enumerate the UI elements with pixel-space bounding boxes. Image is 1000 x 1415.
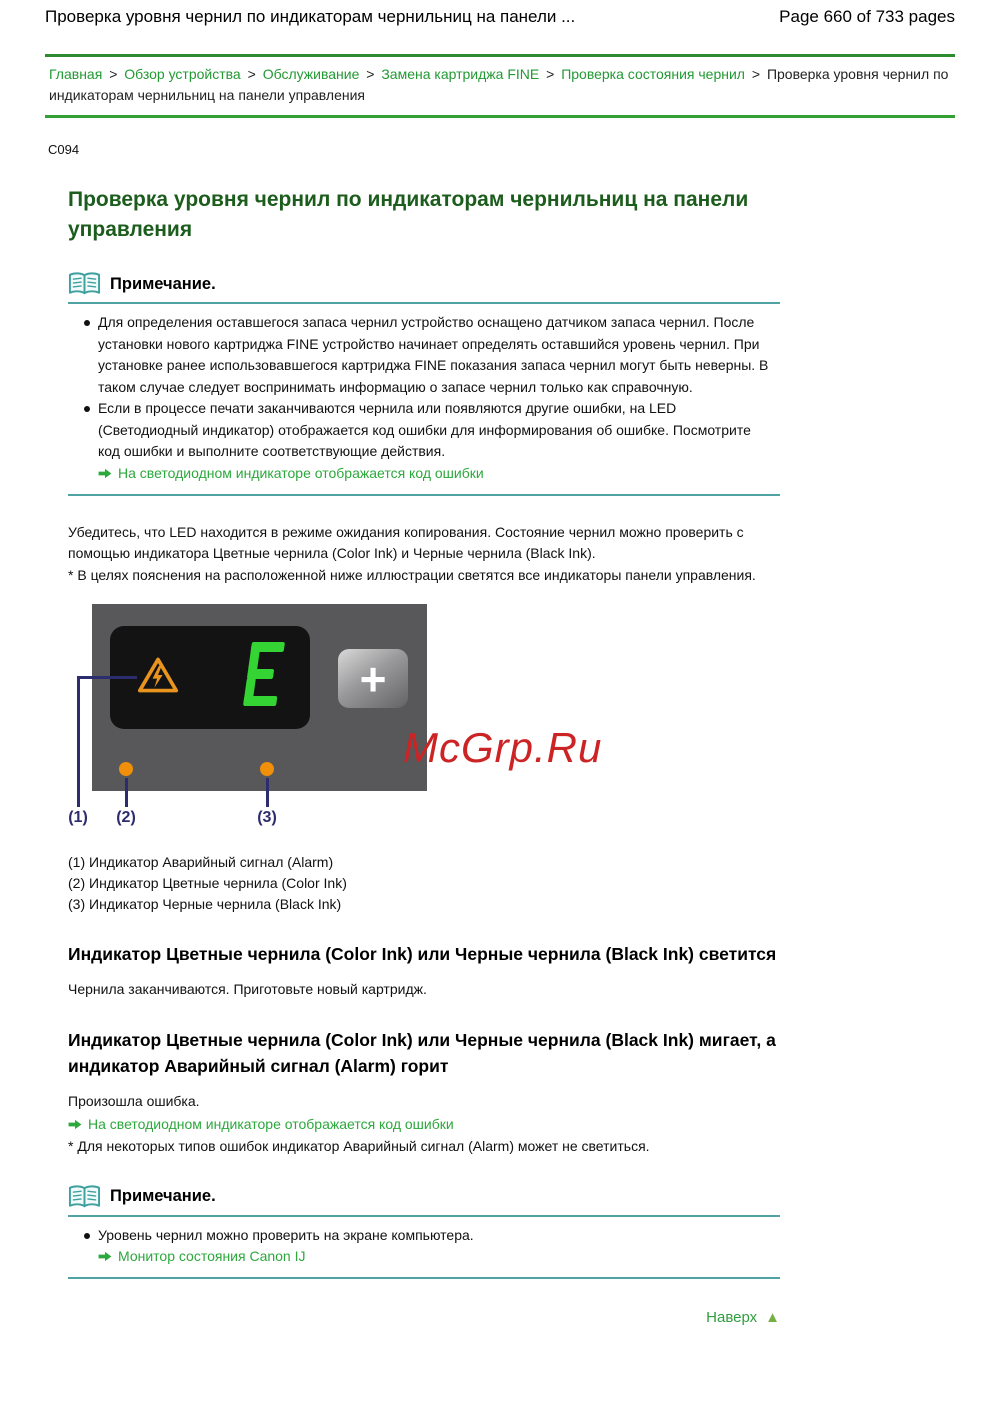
page-header: [0, 0, 1000, 27]
watermark: McGrp.Ru: [403, 724, 603, 771]
breadcrumb-separator: >: [247, 66, 256, 82]
callout-label-2: (2): [116, 809, 136, 826]
breadcrumb-current: Проверка уровня чернил по индикаторам чернильниц на панели управления: [49, 66, 949, 103]
note-header: [68, 271, 780, 304]
breadcrumb-separator: >: [751, 66, 761, 82]
error-code-link-label: На светодиодном индикаторе отображается код ошибки: [118, 464, 484, 481]
breadcrumb-separator: >: [546, 66, 555, 82]
error-code-link[interactable]: [98, 463, 780, 484]
intro-line-1: Убедитесь, что LED находится в режиме ожидания копирования. Состояние чернил можно проверить с помощью индикатора Цветные чернила (Color Ink) и Черные чернила (Black Ink).: [68, 523, 744, 561]
note-body: [68, 304, 780, 496]
error-code-link-2[interactable]: [68, 1114, 1000, 1135]
section-title-lamp-lit: Индикатор Цветные чернила (Color Ink) или Черные чернила (Black Ink) светится: [68, 944, 777, 964]
plus-button: [338, 649, 408, 708]
page-title: Проверка уровня чернил по индикаторам чернильниц на панели управления: [68, 188, 749, 241]
breadcrumb-separator: >: [109, 66, 118, 82]
callout-label-1: (1): [68, 809, 88, 826]
black-ink-lamp: [260, 762, 274, 776]
header-title: Проверка уровня чернил по индикаторам чернильниц на панели ...: [45, 7, 576, 26]
breadcrumb-link-maintenance[interactable]: Обслуживание: [262, 66, 360, 82]
plus-button-label: +: [359, 652, 387, 705]
right-arrow-icon: [98, 1251, 112, 1262]
note-title: Примечание.: [110, 1187, 216, 1205]
operation-panel-illustration: [68, 602, 728, 838]
note-title: Примечание.: [110, 274, 216, 293]
breadcrumb-link-ink-status[interactable]: Проверка состояния чернил: [561, 66, 745, 82]
back-to-top-label: Наверх: [706, 1309, 758, 1326]
error-code-link-2-label: На светодиодном индикаторе отображается код ошибки: [88, 1116, 454, 1132]
up-triangle-icon: ▲: [765, 1309, 780, 1326]
callout-legend: [68, 852, 1000, 915]
breadcrumb: [45, 54, 955, 118]
note-body: [68, 1217, 780, 1280]
legend-item-alarm: (1) Индикатор Аварийный сигнал (Alarm): [68, 854, 334, 870]
section-body-lamp-lit: Чернила заканчиваются. Приготовьте новый картридж.: [68, 981, 427, 997]
note-box-2: [68, 1184, 780, 1280]
alarm-lamp-icon: [137, 655, 179, 695]
callout-label-3: (3): [257, 809, 277, 826]
back-to-top-link[interactable]: [68, 1309, 780, 1326]
note-bullet: Если в процессе печати заканчиваются чернила или появляются другие ошибки, на LED (Светодиодный индикатор) отображается код ошибки для информирования об ошибке. Посмотрите код ошибки и выполните соответствующие действия.: [68, 398, 776, 463]
intro-paragraph: [68, 522, 782, 587]
callout-line-3: [266, 778, 269, 807]
led-display: [110, 626, 310, 729]
note-box-1: [68, 271, 780, 496]
legend-item-black-ink: (3) Индикатор Черные чернила (Black Ink): [68, 896, 342, 912]
status-monitor-link-label: Монитор состояния Canon IJ: [118, 1248, 306, 1264]
seven-segment-e: [234, 641, 290, 707]
breadcrumb-link-device-overview[interactable]: Обзор устройства: [124, 66, 241, 82]
breadcrumb-link-fine-cartridge[interactable]: Замена картриджа FINE: [381, 66, 540, 82]
section-body-lamp-flashes: Произошла ошибка.: [68, 1092, 200, 1109]
section-title-lamp-flashes: Индикатор Цветные чернила (Color Ink) или Черные чернила (Black Ink) мигает, а индикатор Аварийный сигнал (Alarm) горит: [68, 1029, 776, 1076]
color-ink-lamp: [119, 762, 133, 776]
right-arrow-icon: [68, 1119, 82, 1130]
note-bullet: Уровень чернил можно проверить на экране компьютера.: [68, 1225, 776, 1247]
callout-line-1: [77, 676, 80, 807]
intro-line-2: * В целях пояснения на расположенной ниже иллюстрации светятся все индикаторы панели управления.: [68, 566, 756, 583]
legend-item-color-ink: (2) Индикатор Цветные чернила (Color Ink): [68, 875, 347, 891]
breadcrumb-link-home[interactable]: Главная: [49, 66, 103, 82]
breadcrumb-separator: >: [366, 66, 375, 82]
doc-code: C094: [48, 142, 80, 157]
right-arrow-icon: [98, 468, 112, 479]
note-book-icon: [68, 271, 101, 297]
status-monitor-link[interactable]: [98, 1246, 780, 1267]
note-book-icon: [68, 1184, 101, 1210]
section-footnote: * Для некоторых типов ошибок индикатор Аварийный сигнал (Alarm) может не светиться.: [68, 1138, 650, 1154]
callout-line-2: [125, 778, 128, 807]
callout-line-1: [77, 676, 137, 679]
note-header: [68, 1184, 780, 1217]
page-count: Page 660 of 733 pages: [779, 7, 955, 26]
note-bullet: Для определения оставшегося запаса чернил устройство оснащено датчиком запаса чернил. После установки нового картриджа FINE устройство начинает определять оставшийся уровень чернил. При установке ранее использовавшегося картриджа FINE показания запаса чернил могут быть неверны. В таком случае следует воспринимать информацию о запасе чернил только как справочную.: [68, 312, 776, 398]
